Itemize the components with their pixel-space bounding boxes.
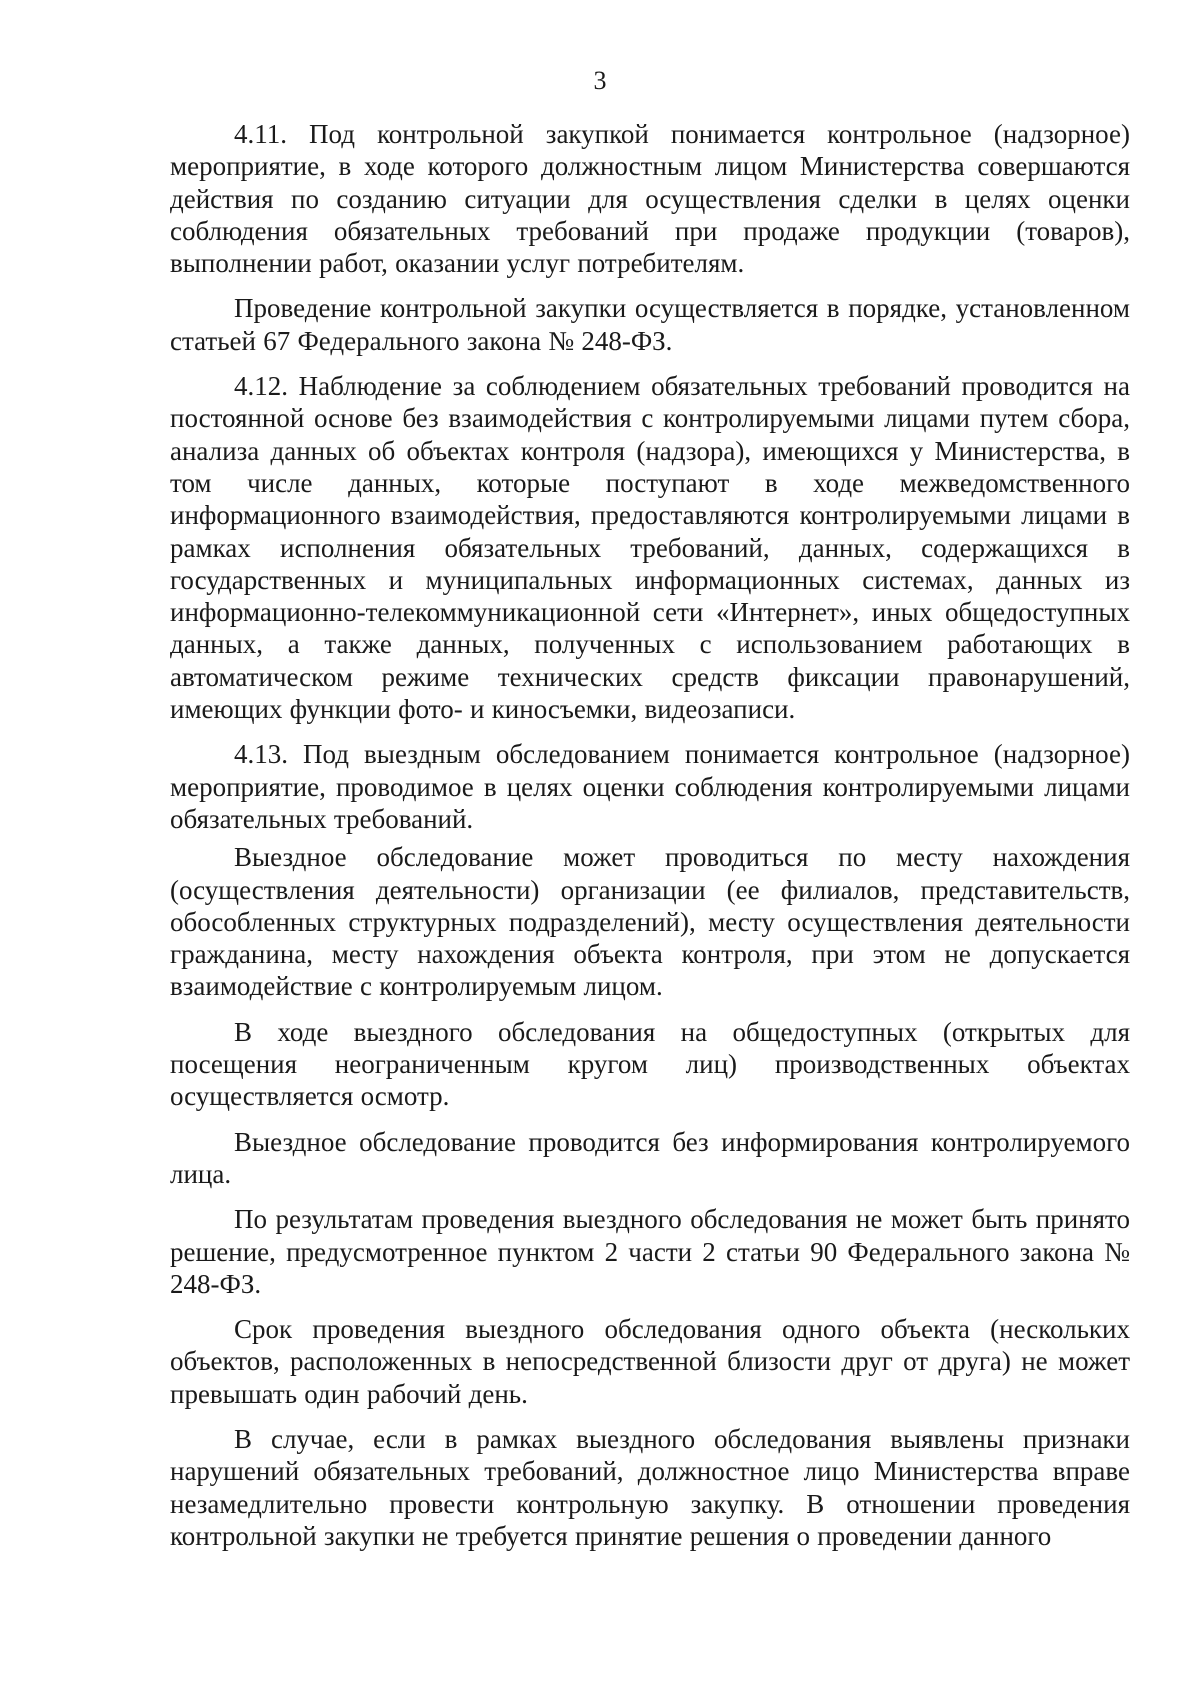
paragraph-4-13: 4.13. Под выездным обследованием понимается контрольное (надзорное) мероприятие, проводимое в целях оценки соблюдения контролируемыми лицами обязательных требований.	[170, 739, 1130, 834]
paragraph-field-inspection-no-notice: Выездное обследование проводится без информирования контролируемого лица.	[170, 1126, 1130, 1189]
paragraph-4-12: 4.12. Наблюдение за соблюдением обязательных требований проводится на постоянной основе без взаимодействия с контролируемыми лицами путем сбора, анализа данных об объектах контроля (надзора), имеющихся у Министерства, в том числе данных, которые поступают в ходе межведомственного информационного взаимодействия, предоставляются контролируемыми лицами в рамках исполнения обязательных требований, данных, содержащихся в государственных и муниципальных информационных системах, данных из информационно-телекоммуникационной сети «Интернет», иных общедоступных данных, а также данных, полученных с использованием работающих в автоматическом режиме технических средств фиксации правонарушений, имеющих функции фото- и киносъемки, видеозаписи.	[170, 371, 1130, 725]
document-body	[170, 118, 1130, 1552]
paragraph-field-inspection-duration: Срок проведения выездного обследования одного объекта (нескольких объектов, расположенных в непосредственной близости друг от друга) не может превышать один рабочий день.	[170, 1314, 1130, 1409]
paragraph-field-inspection-location: Выездное обследование может проводиться по месту нахождения (осуществления деятельности) организации (ее филиалов, представительств, обособленных структурных подразделений), месту осуществления деятельности гражданина, месту нахождения объекта контроля, при этом не допускается взаимодействие с контролируемым лицом.	[170, 842, 1130, 1002]
paragraph-4-11: 4.11. Под контрольной закупкой понимается контрольное (надзорное) мероприятие, в ходе которого должностным лицом Министерства совершаются действия по созданию ситуации для осуществления сделки в целях оценки соблюдения обязательных требований при продаже продукции (товаров), выполнении работ, оказании услуг потребителям.	[170, 119, 1130, 279]
paragraph-control-purchase-procedure: Проведение контрольной закупки осуществляется в порядке, установленном статьей 67 Федерального закона № 248-ФЗ.	[170, 293, 1130, 356]
page-number: 3	[593, 66, 607, 95]
paragraph-field-inspection-results: По результатам проведения выездного обследования не может быть принято решение, предусмотренное пунктом 2 части 2 статьи 90 Федерального закона № 248-ФЗ.	[170, 1204, 1130, 1299]
paragraph-field-inspection-violations: В случае, если в рамках выездного обследования выявлены признаки нарушений обязательных требований, должностное лицо Министерства вправе незамедлительно провести контрольную закупку. В отношении проведения контрольной закупки не требуется принятие решения о проведении данного	[170, 1423, 1130, 1551]
paragraph-field-inspection-examination: В ходе выездного обследования на общедоступных (открытых для посещения неограниченным кругом лиц) производственных объектах осуществляется осмотр.	[170, 1016, 1130, 1112]
